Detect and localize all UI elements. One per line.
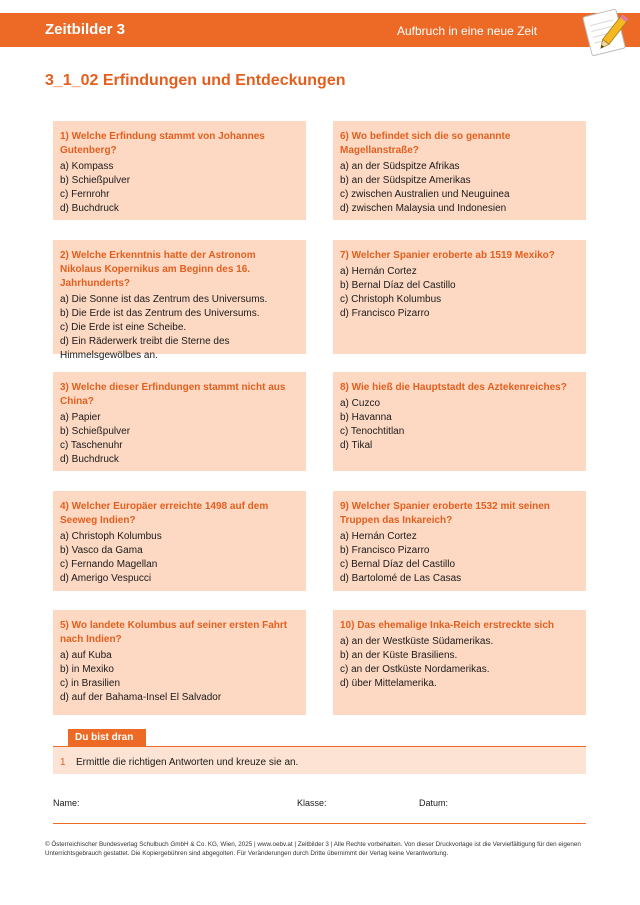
header-bar <box>0 13 640 47</box>
answer-option[interactable]: b) an der Küste Brasiliens. <box>340 650 458 661</box>
answer-option[interactable]: b) Havanna <box>340 412 392 423</box>
question-3 <box>53 372 306 471</box>
answer-option[interactable]: d) Ein Räderwerk treibt die Sterne des Himmelsgewölbes an. <box>60 336 230 361</box>
answer-option[interactable]: b) an der Südspitze Amerikas <box>340 175 471 186</box>
answer-option[interactable]: b) Die Erde ist das Zentrum des Universums. <box>60 308 260 319</box>
question-title: 1) Welche Erfindung stammt von Johannes Gutenberg? <box>60 131 265 156</box>
question-title: 9) Welcher Spanier eroberte 1532 mit seinen Truppen das Inkareich? <box>340 501 550 526</box>
answer-option[interactable]: a) Hernán Cortez <box>340 266 417 277</box>
question-title: 4) Welcher Europäer erreichte 1498 auf dem Seeweg Indien? <box>60 501 269 526</box>
task-text: Ermittle die richtigen Antworten und kreuze sie an. <box>76 757 299 768</box>
task-tab: Du bist dran <box>68 729 146 747</box>
answer-option[interactable]: a) Papier <box>60 412 101 423</box>
question-title: 8) Wie hieß die Hauptstadt des Aztekenreiches? <box>340 382 567 393</box>
question-title: 6) Wo befindet sich die so genannte Magellanstraße? <box>340 131 511 156</box>
answer-option[interactable]: d) Buchdruck <box>60 203 119 214</box>
answer-option[interactable]: c) in Brasilien <box>60 678 121 689</box>
datum-label: Datum: <box>419 798 449 808</box>
answer-option[interactable]: c) an der Ostküste Nordamerikas. <box>340 664 490 675</box>
question-1 <box>53 121 306 220</box>
page-title: 3_1_02 Erfindungen und Entdeckungen <box>45 72 346 89</box>
answer-option[interactable]: a) Kompass <box>60 161 114 172</box>
klasse-label: Klasse: <box>297 798 327 808</box>
answer-option[interactable]: a) Die Sonne ist das Zentrum des Universums. <box>60 294 268 305</box>
copyright-footer <box>45 840 595 858</box>
chapter-title: Aufbruch in eine neue Zeit <box>397 24 538 38</box>
fields-underline <box>53 823 586 824</box>
answer-option[interactable]: c) Die Erde ist eine Scheibe. <box>60 322 187 333</box>
question-6 <box>333 121 586 220</box>
question-9 <box>333 491 586 591</box>
question-5 <box>53 610 306 715</box>
answer-option[interactable]: d) Francisco Pizarro <box>340 308 430 319</box>
answer-option[interactable]: b) Vasco da Gama <box>60 545 143 556</box>
answer-option[interactable]: d) Tikal <box>340 440 373 451</box>
name-label: Name: <box>53 798 80 808</box>
answer-option[interactable]: c) Taschenuhr <box>60 440 123 451</box>
answer-option[interactable]: d) Amerigo Vespucci <box>60 573 152 584</box>
book-title: Zeitbilder 3 <box>45 21 126 38</box>
question-10 <box>333 610 586 715</box>
answer-option[interactable]: c) Fernando Magellan <box>60 559 158 570</box>
answer-option[interactable]: b) Francisco Pizarro <box>340 545 430 556</box>
question-4 <box>53 491 306 591</box>
question-2 <box>53 240 306 361</box>
answer-option[interactable]: c) Christoph Kolumbus <box>340 294 442 305</box>
answer-option[interactable]: c) Tenochtitlan <box>340 426 405 437</box>
footer-line: Unterrichtsgebrauch gestattet. Die Kopiergebühren sind abgegolten. Für Veränderungen durch Dritte übernimmt der Verlag keine Verantwortung. <box>45 850 449 857</box>
answer-option[interactable]: c) zwischen Australien und Neuguinea <box>340 189 510 200</box>
question-title: 7) Welcher Spanier eroberte ab 1519 Mexiko? <box>340 250 555 261</box>
answer-option[interactable]: b) Schießpulver <box>60 175 131 186</box>
answer-option[interactable]: a) an der Südspitze Afrikas <box>340 161 460 172</box>
answer-option[interactable]: d) zwischen Malaysia und Indonesien <box>340 203 507 214</box>
answer-option[interactable]: d) Buchdruck <box>60 454 119 465</box>
answer-option[interactable]: d) Bartolomé de Las Casas <box>340 573 462 584</box>
answer-option[interactable]: a) Christoph Kolumbus <box>60 531 162 542</box>
question-title: 2) Welche Erkenntnis hatte der Astronom Nikolaus Kopernikus am Beginn des 16. Jahrhunderts? <box>60 250 256 289</box>
question-7 <box>333 240 586 354</box>
answer-option[interactable]: a) an der Westküste Südamerikas. <box>340 636 494 647</box>
notepad-pencil-icon <box>578 4 634 60</box>
question-title: 10) Das ehemalige Inka-Reich erstreckte sich <box>340 620 554 631</box>
answer-option[interactable]: d) auf der Bahama-Insel El Salvador <box>60 692 222 703</box>
question-title: 3) Welche dieser Erfindungen stammt nicht aus China? <box>60 382 286 407</box>
answer-option[interactable]: b) Bernal Díaz del Castillo <box>340 280 456 291</box>
answer-option[interactable]: b) in Mexiko <box>60 664 114 675</box>
task-number: 1 <box>60 757 66 768</box>
answer-option[interactable]: c) Fernrohr <box>60 189 110 200</box>
answer-option[interactable]: c) Bernal Díaz del Castillo <box>340 559 456 570</box>
answer-option[interactable]: b) Schießpulver <box>60 426 131 437</box>
answer-option[interactable]: a) Hernán Cortez <box>340 531 417 542</box>
question-8 <box>333 372 586 471</box>
footer-line: © Österreichischer Bundesverlag Schulbuch GmbH & Co. KG, Wien, 2025 | www.oebv.at | Zeitbilder 3 | Alle Rechte vorbehalten. Von dieser Druckvorlage ist die Vervielfältigung für den eigenen <box>45 841 581 848</box>
answer-option[interactable]: a) Cuzco <box>340 398 381 409</box>
answer-option[interactable]: d) über Mittelamerika. <box>340 678 437 689</box>
question-title: 5) Wo landete Kolumbus auf seiner ersten Fahrt nach Indien? <box>60 620 288 645</box>
answer-option[interactable]: a) auf Kuba <box>60 650 112 661</box>
